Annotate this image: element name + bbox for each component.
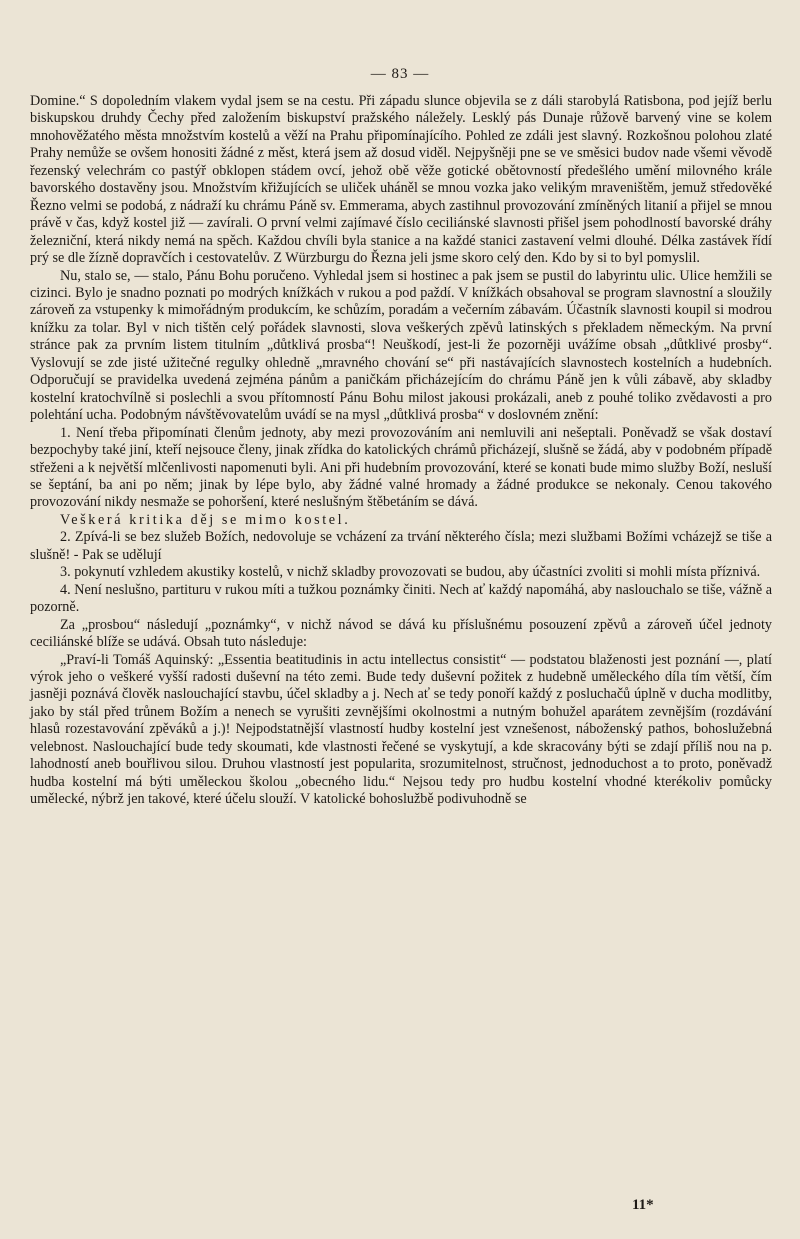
paragraph-8: Za „prosbou“ následují „poznámky“, v nichž návod se dává ku příslušnému posouzení zpěvů a zároveň účel jednoty ceciliánské blíže se udává. Obsah tuto následuje: (30, 616, 772, 651)
paragraph-1: Domine.“ S dopoledním vlakem vydal jsem se na cestu. Při západu slunce objevila se z dáli starobylá Ratisbona, pod jejíž berlu biskupskou druhdy Čechy před založením biskupství pražského náležely. Lesklý pás Dunaje růžově barvený vine se kolem mnohověžatého města množstvím kostelů a věží na Prahu připomínajícího. Pohled ze zdáli jest slavný. Rozkošnou polohou zlaté Prahy nemůže se ovšem honositi žádné z měst, která jsem až dosud viděl. Nejpyšněji pne se ve směsici budov nade všemi věvodě řezenský velechrám co pastýř obklopen stádem ovcí, jehož obě věže gotické obětovností předešlého umění milovného krále bavorského dostavěny jsou. Množstvím křižujících se uliček uháněl se mnou vozka jako velikým mraveništěm, jemuž středověké Řezno velmi se podobá, z nádraží ku chrámu Páně sv. Emmerama, abych zastihnul provozování zmíněných litanií a přijel se mnou právě v čas, když kostel již — zavírali. O první velmi zajímavé číslo ceciliánské slavnosti přišel jsem pohodlností bavorské dráhy železniční, která nikdy nemá na spěch. Každou chvíli byla stanice a na každé stanici zastavení velmi dlouhé. Délka zastávek řídí prý se dle žízně dopravčích i cestovatelův. Z Würzburgu do Řezna jeli jsme skoro celý den. Kdo by si to byl pomyslil. (30, 93, 772, 267)
page-number: — 83 — (370, 66, 430, 82)
paragraph-7: 4. Není neslušno, partituru v rukou míti a tužkou poznámky činiti. Nech ať každý napomáhá, aby naslouchalo se tiše, vážně a pozorně. (30, 581, 772, 616)
printer-signature: 11* (632, 1197, 654, 1213)
paragraph-5: 2. Zpívá-li se bez služeb Božích, nedovoluje se vcházení za trvání některého čísla; mezi službami Božími vcházejž se tiše a slušně! - Pak se udělují (30, 529, 772, 563)
paragraph-2: Nu, stalo se, — stalo, Pánu Bohu poručeno. Vyhledal jsem si hostinec a pak jsem se pustil do labyrintu ulic. Ulice hemžili se cizinci. Bylo je snadno poznati po modrých knížkách v rukou a pod paždí. V knížkách obsahoval se program slavnostní a sloužily zároveň za vstupenky k mimořádným produkcím, ke schůzím, poradám a večerním zábavám. Účastník slavnosti koupil si modrou knížku za tolar. Byl v nich tištěn celý pořádek slavnosti, slova veškerých zpěvů latinských s překladem německým. Na první stránce pak za prvním listem titulním „důtklivá prosba“! Neuškodí, jest-li že pozorněji uvážíme obsah „důtklivé prosby“. Vyslovují se zde jisté užitečné regulky ohledně „mravného chování se“ při nastávajících slavnostech kostelních a hudebních. Odporučují se pravidelka uvedená zejména pánům a paničkám přicházejícím do chrámu Páně jen k vůli zábavě, aby skladby kostelní kratochvílně si poslechli a svou přítomností Pánu Bohu milost jakousi prokázali, aneb z pouhé toliko zvědavosti a pro polehtání ucha. Podobným návštěvovatelům uvádí se na mysl „důtklivá prosba“ v doslovném znění: (30, 267, 772, 424)
paragraph-4: Veškerá kritika děj se mimo kostel. (60, 511, 351, 528)
paragraph-9: „Praví-li Tomáš Aquinský: „Essentia beatitudinis in actu intellectus consistit“ — podstatou blaženosti jest poznání —, platí výrok jeho o veškeré vyšší radosti duševní na této zemi. Bude tedy duševní požitek z hudebně uměleckého díla tím větší, čím jasněji poznává člověk naslouchající stavbu, účel skladby a j. Nech ať se tedy ponoří každý z posluchačů úplně v ducha modlitby, jako by stál před trůnem Božím a nenech se vyrušiti zevnějšími okolnostmi a nutným bohužel aparátem zevnějším (rozdávání hlasů rozestavování zpěváků a j.)! Nejpodstatnější vlastností hudby kostelní jest vznešenost, náboženský pathos, bohoslužebná velebnost. Naslouchající bude tedy skoumati, kde vlastnosti řečené se vyskytují, a kde skracovány býti se zdají příliš nou na p. lahodností aneb bouřlivou silou. Druhou vlastností jest popularita, srozumitelnost, stručnost, jednoduchost a to proto, poněvadž hudba kostelní má býti uměleckou školou „obecného lidu.“ Nejsou tedy pro hudbu kostelní vhodné kterékoliv pomůcky umělecké, nýbrž jen takové, které účelu slouží. V katolické bohoslužbě podivuhodně se (30, 651, 772, 808)
paragraph-6: 3. pokynutí vzhledem akustiky kostelů, v nichž skladby provozovati se budou, aby účastníci zvoliti si mohli místa příznivá. (60, 564, 761, 581)
body-text (30, 93, 772, 809)
paragraph-3: 1. Není třeba připomínati členům jednoty, aby mezi provozováním ani nemluvili ani nešeptali. Poněvadž se však dostaví bezpochyby také jiní, kteří nejsouce členy, jinak zřídka do katolických chrámů přicházejí, slušně se žádá, aby v podobném případě střeženi a k největší mlčenlivosti napomenuti byli. Ani při hudebním provozování, které se konati bude mimo služby Boží, nesluší se šeptání, ba ani po něm; jinak by lépe bylo, aby žádné valné hromady a žádné produkce se nekonaly. Cenou takového provozování nikdy nesmaže se pohoršení, které neslušným štěbetáním se dává. (30, 424, 772, 511)
